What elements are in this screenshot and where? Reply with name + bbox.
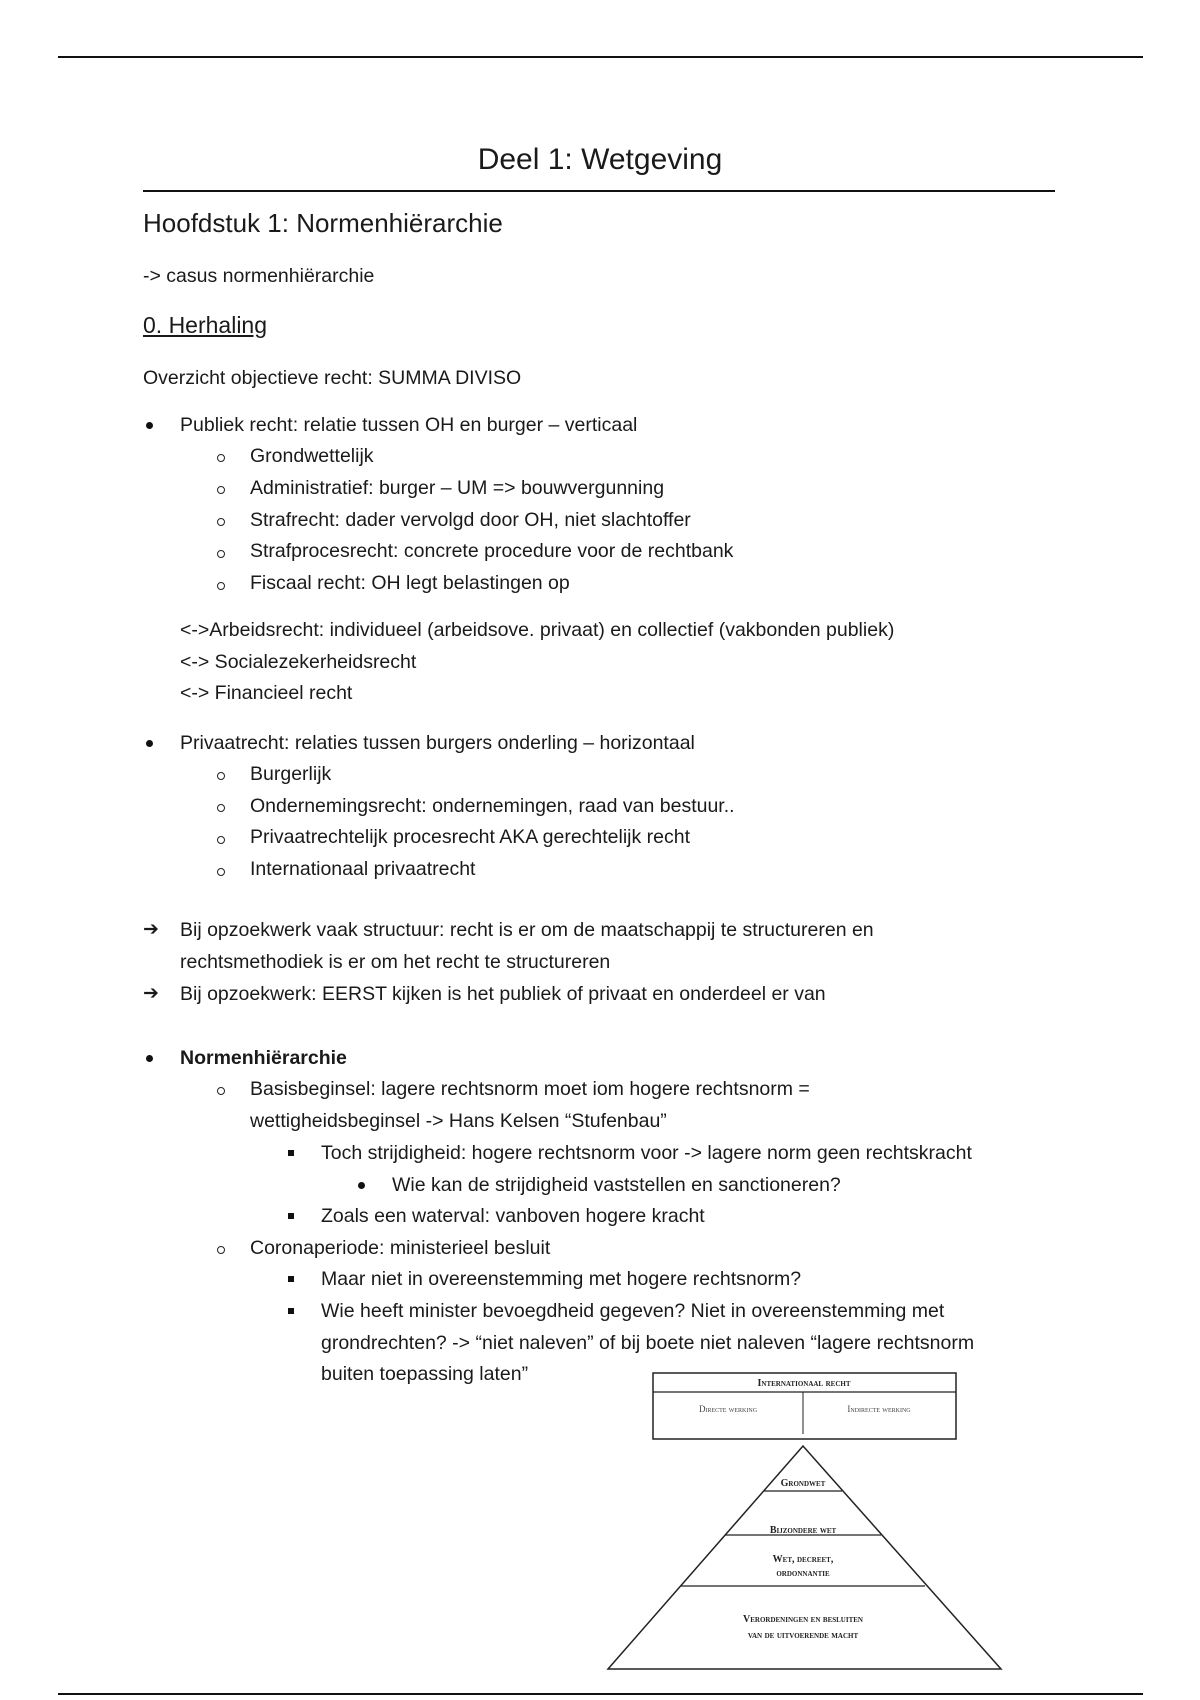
page-title: Deel 1: Wetgeving bbox=[477, 143, 723, 176]
pyramid-level-grondwet: Grondwet bbox=[780, 1478, 826, 1489]
bullet-square bbox=[288, 1213, 294, 1219]
arrow-text: Bij opzoekwerk vaak structuur: recht is er om de maatschappij te structureren en bbox=[180, 919, 874, 941]
normen-maar: Maar niet in overeenstemming met hogere rechtsnorm? bbox=[321, 1268, 802, 1290]
pyramid bbox=[608, 1446, 1001, 1669]
publiek-item: Grondwettelijk bbox=[250, 445, 374, 467]
bullet-dot bbox=[146, 1055, 153, 1062]
bullet-dot bbox=[146, 740, 153, 747]
normen-basis-cont: wettigheidsbeginsel -> Hans Kelsen “Stufenbau” bbox=[250, 1110, 667, 1132]
normen-corona: Coronaperiode: ministerieel besluit bbox=[250, 1237, 551, 1259]
bullet-circle bbox=[217, 1087, 225, 1095]
section-heading: 0. Herhaling bbox=[143, 312, 268, 338]
normen-wie: Wie kan de strijdigheid vaststellen en sanctioneren? bbox=[392, 1174, 841, 1196]
publiek-label: Publiek recht: relatie tussen OH en burger – verticaal bbox=[180, 414, 638, 436]
normen-waterval: Zoals een waterval: vanboven hogere kracht bbox=[321, 1205, 705, 1227]
international-law-box bbox=[653, 1373, 956, 1439]
bullet-circle bbox=[217, 836, 225, 844]
intl-indirect: Indirecte werking bbox=[847, 1404, 911, 1414]
bullet-circle bbox=[217, 582, 225, 590]
pyramid-level-wet-cont: ordonnantie bbox=[776, 1568, 830, 1579]
bullet-circle bbox=[217, 454, 225, 462]
publiek-item: Administratief: burger – UM => bouwvergunning bbox=[250, 477, 665, 499]
pyramid-level-verordeningen: Verordeningen en besluiten bbox=[743, 1614, 863, 1625]
publiek-extra: <-> Financieel recht bbox=[180, 682, 353, 704]
normen-strijd: Toch strijdigheid: hogere rechtsnorm voor -> lagere norm geen rechtskracht bbox=[321, 1142, 972, 1164]
normen-wieheeft-cont: buiten toepassing laten” bbox=[321, 1363, 529, 1385]
arrow-text: Bij opzoekwerk: EERST kijken is het publiek of privaat en onderdeel er van bbox=[180, 983, 826, 1005]
bullet-circle bbox=[217, 550, 225, 558]
title-rule bbox=[143, 190, 1055, 192]
intl-title: Internationaal recht bbox=[757, 1378, 851, 1389]
bullet-circle bbox=[217, 1246, 225, 1254]
pyramid-level-verordeningen-cont: van de uitvoerende macht bbox=[747, 1630, 859, 1641]
page-bottom-rule bbox=[58, 1693, 1143, 1695]
pyramid-level-bijzondere-wet: Bijzondere wet bbox=[769, 1525, 837, 1536]
arrow-icon: ➔ bbox=[143, 919, 159, 940]
bullet-square bbox=[288, 1276, 294, 1282]
bullet-circle bbox=[217, 868, 225, 876]
publiek-item: Strafprocesrecht: concrete procedure voor de rechtbank bbox=[250, 540, 734, 562]
intl-direct: Directe werking bbox=[698, 1404, 758, 1414]
arrow-text-cont: rechtsmethodiek is er om het recht te structureren bbox=[180, 951, 611, 973]
bullet-square bbox=[288, 1308, 294, 1314]
privaat-item: Privaatrechtelijk procesrecht AKA gerechtelijk recht bbox=[250, 826, 691, 848]
publiek-extra: <->Arbeidsrecht: individueel (arbeidsove. privaat) en collectief (vakbonden publiek) bbox=[180, 619, 895, 641]
privaat-item: Internationaal privaatrecht bbox=[250, 858, 476, 880]
bullet-circle bbox=[217, 518, 225, 526]
bullet-dot bbox=[358, 1182, 365, 1189]
privaat-item: Ondernemingsrecht: ondernemingen, raad van bestuur.. bbox=[250, 795, 735, 817]
normen-basis: Basisbeginsel: lagere rechtsnorm moet iom hogere rechtsnorm = bbox=[250, 1078, 810, 1100]
normen-label: Normenhiërarchie bbox=[180, 1047, 347, 1069]
bullet-dot bbox=[146, 422, 153, 429]
bullet-circle bbox=[217, 804, 225, 812]
chapter-heading: Hoofdstuk 1: Normenhiërarchie bbox=[143, 208, 503, 238]
page-top-rule bbox=[58, 56, 1143, 58]
normen-wieheeft: Wie heeft minister bevoegdheid gegeven? Niet in overeenstemming met bbox=[321, 1300, 945, 1322]
privaat-item: Burgerlijk bbox=[250, 763, 332, 785]
bullet-circle bbox=[217, 486, 225, 494]
bullet-square bbox=[288, 1150, 294, 1156]
publiek-extra: <-> Socialezekerheidsrecht bbox=[180, 651, 417, 673]
casus-line: -> casus normenhiërarchie bbox=[143, 265, 375, 287]
bullet-circle bbox=[217, 772, 225, 780]
publiek-item: Fiscaal recht: OH legt belastingen op bbox=[250, 572, 570, 594]
pyramid-level-wet: Wet, decreet, bbox=[772, 1554, 834, 1565]
norm-pyramid-diagram bbox=[600, 1368, 1020, 1676]
normen-wieheeft-cont: grondrechten? -> “niet naleven” of bij boete niet naleven “lagere rechtsnorm bbox=[321, 1332, 975, 1354]
overzicht-line: Overzicht objectieve recht: SUMMA DIVISO bbox=[143, 367, 522, 389]
arrow-icon: ➔ bbox=[143, 983, 159, 1004]
privaat-label: Privaatrecht: relaties tussen burgers onderling – horizontaal bbox=[180, 732, 695, 754]
publiek-item: Strafrecht: dader vervolgd door OH, niet slachtoffer bbox=[250, 509, 691, 531]
